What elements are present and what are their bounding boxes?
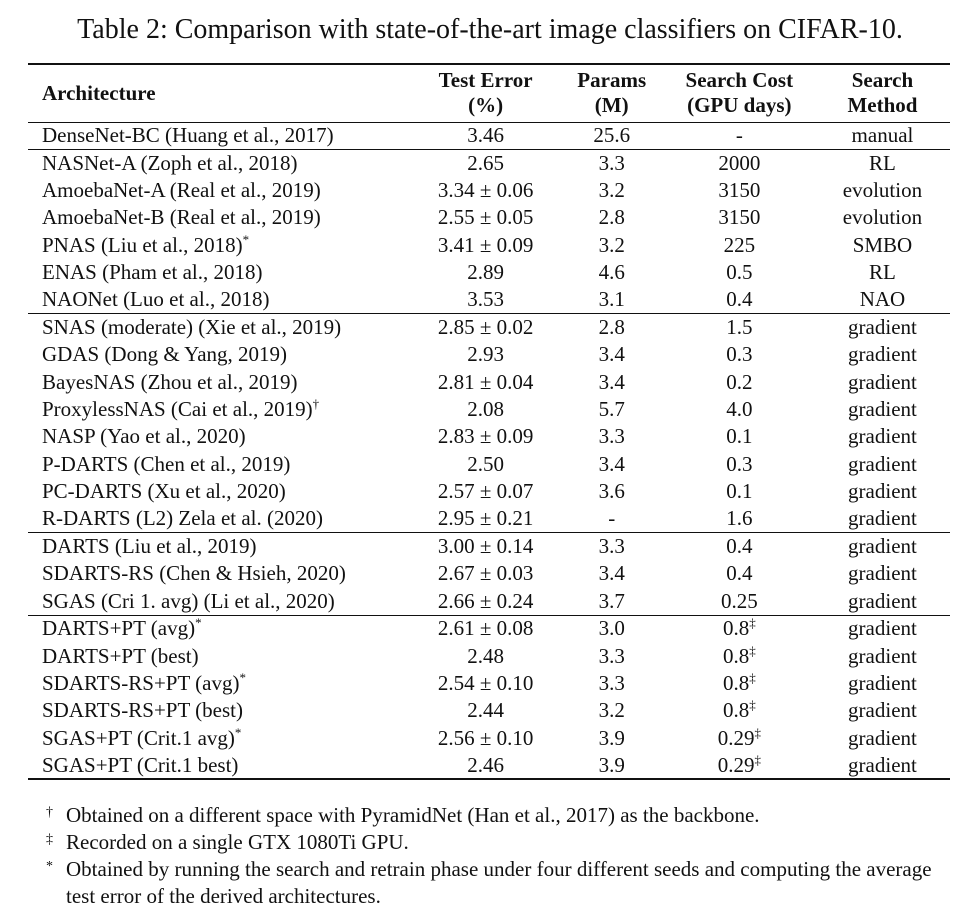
architecture-cell <box>28 232 412 259</box>
search-method-cell-text: gradient <box>848 534 917 559</box>
table-caption: Table 2: Comparison with state-of-the-art image classifiers on CIFAR-10. <box>77 14 903 45</box>
search-cost-cell <box>664 560 815 587</box>
table-row <box>28 396 950 423</box>
header-search-cost: Search Cost (GPU days) <box>664 64 815 122</box>
search-cost-cell <box>664 642 815 669</box>
search-method-cell-text: gradient <box>848 561 917 586</box>
search-cost-cell <box>664 149 815 176</box>
test-error-cell <box>412 149 560 176</box>
architecture-cell-text: ENAS (Pham et al., 2018) <box>42 260 263 285</box>
search-method-cell-text: gradient <box>848 369 917 394</box>
search-method-cell <box>815 533 950 560</box>
search-method-cell <box>815 149 950 176</box>
architecture-cell <box>28 642 412 669</box>
footnote <box>44 802 964 829</box>
search-cost-cell-text: 0.1 <box>726 424 753 449</box>
header-params: Params (M) <box>560 64 664 122</box>
search-cost-cell-text: 0.8 <box>722 698 750 723</box>
params-cell-text: 3.7 <box>598 588 625 613</box>
test-error-cell-text: 2.85 ± 0.02 <box>437 315 534 340</box>
architecture-cell <box>28 560 412 587</box>
results-table <box>28 63 950 780</box>
search-cost-cell-text: 0.2 <box>726 369 753 394</box>
search-cost-cell-text: 0.29 <box>717 752 755 777</box>
architecture-cell <box>28 259 412 286</box>
footnote <box>44 856 964 910</box>
test-error-cell <box>412 615 560 642</box>
search-method-cell-text: manual <box>851 123 914 148</box>
architecture-cell <box>28 697 412 724</box>
search-method-cell <box>815 369 950 396</box>
search-cost-cell <box>664 259 815 286</box>
search-method-cell <box>815 122 950 149</box>
search-cost-cell-text: 0.1 <box>726 479 753 504</box>
table-row <box>28 423 950 450</box>
search-method-cell <box>815 314 950 341</box>
params-cell-text: 3.2 <box>598 177 625 202</box>
search-cost-cell <box>664 122 815 149</box>
architecture-cell <box>28 122 412 149</box>
test-error-cell-text: 3.53 <box>467 287 504 312</box>
search-method-cell <box>815 423 950 450</box>
test-error-cell-text: 2.81 ± 0.04 <box>437 369 534 394</box>
test-error-cell <box>412 423 560 450</box>
test-error-cell <box>412 505 560 532</box>
architecture-cell <box>28 149 412 176</box>
table-row <box>28 122 950 149</box>
table-row <box>28 478 950 505</box>
footnote-mark: * <box>242 231 250 247</box>
table-row <box>28 341 950 368</box>
table-row <box>28 505 950 532</box>
test-error-cell-text: 2.57 ± 0.07 <box>437 479 534 504</box>
footnote-text: Obtained on a different space with PyramidNet (Han et al., 2017) as the backbone. <box>66 803 760 827</box>
test-error-cell <box>412 697 560 724</box>
table-row <box>28 533 950 560</box>
test-error-cell <box>412 588 560 615</box>
search-cost-cell <box>664 670 815 697</box>
test-error-cell <box>412 177 560 204</box>
params-cell-text: 3.3 <box>598 671 625 695</box>
params-cell-text: 5.7 <box>598 397 625 422</box>
search-cost-cell-text: 0.3 <box>726 451 753 476</box>
architecture-cell <box>28 314 412 341</box>
params-cell <box>560 451 664 478</box>
params-cell <box>560 204 664 231</box>
test-error-cell-text: 2.08 <box>467 397 504 422</box>
test-error-cell <box>412 451 560 478</box>
search-cost-cell-text: 0.29 <box>717 725 755 750</box>
table-row <box>28 560 950 587</box>
test-error-cell <box>412 396 560 423</box>
search-method-cell-text: SMBO <box>852 232 913 257</box>
test-error-cell <box>412 478 560 505</box>
params-cell-text: 2.8 <box>598 315 625 340</box>
search-method-cell-text: RL <box>869 260 896 285</box>
params-cell <box>560 149 664 176</box>
search-method-cell-text: gradient <box>848 671 917 695</box>
params-cell-text: 3.4 <box>598 342 625 367</box>
architecture-cell <box>28 588 412 615</box>
architecture-cell-text: NAONet (Luo et al., 2018) <box>42 287 270 312</box>
params-cell <box>560 697 664 724</box>
table-row <box>28 451 950 478</box>
test-error-cell-text: 2.46 <box>467 752 504 777</box>
test-error-cell-text: 2.54 ± 0.10 <box>437 671 534 695</box>
test-error-cell <box>412 560 560 587</box>
search-method-cell <box>815 697 950 724</box>
search-cost-cell <box>664 423 815 450</box>
footnote-symbol: † <box>46 805 53 820</box>
table-row <box>28 725 950 752</box>
params-cell-text: 3.3 <box>598 534 625 559</box>
search-cost-cell-text: 0.8 <box>722 671 750 695</box>
architecture-cell <box>28 752 412 779</box>
params-cell-text: 3.2 <box>598 232 625 257</box>
search-cost-cell <box>664 314 815 341</box>
search-method-cell <box>815 478 950 505</box>
architecture-cell-text: SGAS (Cri 1. avg) (Li et al., 2020) <box>42 588 335 613</box>
params-cell-text: 4.6 <box>598 260 625 285</box>
footnote-mark: ‡ <box>749 615 756 631</box>
search-method-cell <box>815 642 950 669</box>
params-cell <box>560 588 664 615</box>
architecture-cell <box>28 451 412 478</box>
footnote-mark: ‡ <box>749 697 756 713</box>
params-cell-text: 3.3 <box>598 150 625 175</box>
search-cost-cell-text: 0.4 <box>726 287 753 312</box>
footnote-mark: † <box>312 396 320 412</box>
search-method-cell-text: evolution <box>842 177 923 202</box>
architecture-cell-text: PNAS (Liu et al., 2018) <box>42 232 243 257</box>
test-error-cell-text: 2.56 ± 0.10 <box>437 725 534 750</box>
table-row <box>28 232 950 259</box>
table-row <box>28 642 950 669</box>
table-row <box>28 259 950 286</box>
architecture-cell-text: DARTS (Liu et al., 2019) <box>42 534 257 559</box>
params-cell <box>560 533 664 560</box>
header-test-error: Test Error (%) <box>412 64 560 122</box>
search-cost-cell-text: 1.6 <box>726 506 753 531</box>
search-cost-cell-text: 4.0 <box>726 397 753 422</box>
footnote-mark: * <box>234 724 242 740</box>
test-error-cell-text: 2.61 ± 0.08 <box>437 616 534 641</box>
params-cell <box>560 423 664 450</box>
search-method-cell-text: gradient <box>848 397 917 422</box>
search-method-cell <box>815 615 950 642</box>
search-cost-cell-text: 3150 <box>718 205 761 230</box>
test-error-cell-text: 2.50 <box>467 451 504 476</box>
search-cost-cell-text: 0.25 <box>720 588 758 613</box>
architecture-cell-text: ProxylessNAS (Cai et al., 2019) <box>42 397 313 422</box>
search-cost-cell-text: 0.8 <box>722 643 750 668</box>
footnote-mark: ‡ <box>749 642 756 658</box>
test-error-cell <box>412 341 560 368</box>
test-error-cell-text: 2.44 <box>467 698 504 723</box>
params-cell-text: 3.0 <box>598 616 625 641</box>
search-method-cell <box>815 725 950 752</box>
search-cost-cell <box>664 725 815 752</box>
architecture-cell <box>28 369 412 396</box>
test-error-cell-text: 2.93 <box>467 342 504 367</box>
search-method-cell <box>815 451 950 478</box>
architecture-cell <box>28 177 412 204</box>
search-method-cell <box>815 588 950 615</box>
search-method-cell <box>815 259 950 286</box>
search-cost-cell <box>664 533 815 560</box>
search-cost-cell <box>664 286 815 313</box>
search-method-cell-text: evolution <box>842 205 923 230</box>
test-error-cell-text: 2.83 ± 0.09 <box>437 424 534 449</box>
footnote-symbol: ‡ <box>46 832 53 847</box>
search-method-cell-text: gradient <box>848 752 917 777</box>
test-error-cell <box>412 314 560 341</box>
architecture-cell-text: DenseNet-BC (Huang et al., 2017) <box>42 123 334 148</box>
params-cell-text: 3.1 <box>598 287 625 312</box>
footnote-mark: ‡ <box>749 670 756 685</box>
search-cost-cell-text: 0.3 <box>726 342 753 367</box>
params-cell-text: 3.9 <box>598 752 625 777</box>
test-error-cell <box>412 204 560 231</box>
search-cost-cell <box>664 615 815 642</box>
test-error-cell-text: 2.48 <box>467 643 504 668</box>
architecture-cell <box>28 341 412 368</box>
architecture-cell <box>28 505 412 532</box>
search-method-cell-text: gradient <box>848 616 917 641</box>
search-method-cell <box>815 286 950 313</box>
architecture-cell <box>28 725 412 752</box>
test-error-cell-text: 3.00 ± 0.14 <box>437 534 534 559</box>
test-error-cell <box>412 642 560 669</box>
params-cell-text: 3.2 <box>598 698 625 723</box>
search-method-cell-text: gradient <box>848 315 917 340</box>
params-cell-text: 3.9 <box>598 725 625 750</box>
search-cost-cell <box>664 341 815 368</box>
search-method-cell-text: gradient <box>848 424 917 449</box>
test-error-cell-text: 2.67 ± 0.03 <box>437 561 534 586</box>
test-error-cell-text: 3.41 ± 0.09 <box>437 232 534 257</box>
search-method-cell <box>815 177 950 204</box>
search-cost-cell-text: 2000 <box>718 150 761 175</box>
test-error-cell-text: 3.46 <box>467 123 504 148</box>
search-cost-cell-text: 0.8 <box>722 616 750 641</box>
table-row <box>28 314 950 341</box>
search-cost-cell <box>664 752 815 779</box>
architecture-cell <box>28 478 412 505</box>
params-cell-text: 3.3 <box>598 424 625 449</box>
table-row <box>28 177 950 204</box>
search-cost-cell <box>664 177 815 204</box>
params-cell <box>560 341 664 368</box>
architecture-cell-text: DARTS+PT (avg) <box>42 616 196 641</box>
architecture-cell-text: P-DARTS (Chen et al., 2019) <box>42 451 291 476</box>
architecture-cell <box>28 533 412 560</box>
search-method-cell-text: gradient <box>848 506 917 531</box>
table-row <box>28 697 950 724</box>
params-cell-text: - <box>608 506 616 531</box>
params-cell-text: 3.6 <box>598 479 625 504</box>
test-error-cell <box>412 533 560 560</box>
search-method-cell <box>815 670 950 697</box>
architecture-cell <box>28 396 412 423</box>
header-search-method: Search Method <box>815 64 950 122</box>
architecture-cell <box>28 615 412 642</box>
architecture-cell-text: SNAS (moderate) (Xie et al., 2019) <box>42 315 342 340</box>
search-cost-cell-text: 3150 <box>718 177 761 202</box>
search-method-cell-text: gradient <box>848 479 917 504</box>
table-row <box>28 149 950 176</box>
table-row <box>28 369 950 396</box>
table-row <box>28 286 950 313</box>
params-cell-text: 25.6 <box>593 123 631 148</box>
search-method-cell <box>815 232 950 259</box>
test-error-cell-text: 2.89 <box>467 260 504 285</box>
architecture-cell-text: DARTS+PT (best) <box>42 643 199 668</box>
architecture-cell-text: SGAS+PT (Crit.1 best) <box>42 752 239 777</box>
params-cell <box>560 396 664 423</box>
architecture-cell-text: SDARTS-RS (Chen & Hsieh, 2020) <box>42 561 346 586</box>
params-cell <box>560 122 664 149</box>
test-error-cell <box>412 232 560 259</box>
test-error-cell <box>412 369 560 396</box>
search-method-cell-text: gradient <box>848 698 917 723</box>
params-cell-text: 2.8 <box>598 205 625 230</box>
params-cell <box>560 560 664 587</box>
test-error-cell-text: 2.65 <box>467 150 504 175</box>
footnote-mark: ‡ <box>754 724 761 740</box>
architecture-cell-text: SDARTS-RS+PT (best) <box>42 698 243 723</box>
params-cell <box>560 478 664 505</box>
footnote-text: Recorded on a single GTX 1080Ti GPU. <box>66 830 409 854</box>
params-cell <box>560 286 664 313</box>
search-cost-cell <box>664 232 815 259</box>
header-architecture: Architecture <box>28 64 412 122</box>
search-method-cell-text: gradient <box>848 342 917 367</box>
footnote-mark: ‡ <box>754 751 761 767</box>
search-method-cell-text: gradient <box>848 451 917 476</box>
architecture-cell-text: BayesNAS (Zhou et al., 2019) <box>42 369 298 394</box>
architecture-cell <box>28 204 412 231</box>
architecture-cell-text: GDAS (Dong & Yang, 2019) <box>42 342 288 367</box>
search-method-cell <box>815 752 950 779</box>
architecture-cell-text: AmoebaNet-B (Real et al., 2019) <box>42 205 321 230</box>
params-cell-text: 3.4 <box>598 561 625 586</box>
search-cost-cell-text: 1.5 <box>726 315 753 340</box>
params-cell-text: 3.4 <box>598 369 625 394</box>
table-row <box>28 615 950 642</box>
test-error-cell-text: 3.34 ± 0.06 <box>437 177 534 202</box>
search-cost-cell-text: 0.4 <box>726 561 753 586</box>
test-error-cell-text: 2.55 ± 0.05 <box>437 205 534 230</box>
params-cell-text: 3.3 <box>598 643 625 668</box>
architecture-cell <box>28 286 412 313</box>
architecture-cell <box>28 423 412 450</box>
params-cell-text: 3.4 <box>598 451 625 476</box>
params-cell <box>560 725 664 752</box>
search-method-cell <box>815 505 950 532</box>
test-error-cell-text: 2.95 ± 0.21 <box>437 506 534 531</box>
search-cost-cell <box>664 204 815 231</box>
test-error-cell <box>412 752 560 779</box>
test-error-cell <box>412 286 560 313</box>
search-cost-cell <box>664 396 815 423</box>
params-cell <box>560 642 664 669</box>
search-cost-cell-text: 0.4 <box>726 534 753 559</box>
architecture-cell-text: PC-DARTS (Xu et al., 2020) <box>42 479 286 504</box>
params-cell <box>560 369 664 396</box>
search-cost-cell <box>664 697 815 724</box>
search-cost-cell <box>664 369 815 396</box>
architecture-cell-text: NASP (Yao et al., 2020) <box>42 424 246 449</box>
search-method-cell-text: NAO <box>859 287 906 312</box>
search-method-cell <box>815 341 950 368</box>
search-method-cell-text: RL <box>869 150 896 175</box>
params-cell <box>560 232 664 259</box>
footnote-text: Obtained by running the search and retrain phase under four different seeds and computing the average test error of the derived architectures. <box>66 857 932 908</box>
search-cost-cell-text: 225 <box>723 232 756 257</box>
table-row <box>28 204 950 231</box>
params-cell <box>560 615 664 642</box>
footnote-mark: * <box>195 615 202 631</box>
footnote-mark: * <box>239 670 246 685</box>
architecture-cell-text: AmoebaNet-A (Real et al., 2019) <box>42 177 321 202</box>
search-method-cell <box>815 560 950 587</box>
params-cell <box>560 259 664 286</box>
architecture-cell-text: SDARTS-RS+PT (avg) <box>42 671 240 695</box>
table-body <box>28 122 950 779</box>
search-cost-cell-text: 0.5 <box>726 260 753 285</box>
test-error-cell <box>412 122 560 149</box>
search-method-cell-text: gradient <box>848 725 917 750</box>
params-cell <box>560 314 664 341</box>
test-error-cell <box>412 725 560 752</box>
test-error-cell <box>412 259 560 286</box>
test-error-cell-text: 2.66 ± 0.24 <box>437 588 534 613</box>
params-cell <box>560 670 664 697</box>
footnote <box>44 829 964 856</box>
search-method-cell-text: gradient <box>848 643 917 668</box>
params-cell <box>560 505 664 532</box>
architecture-cell-text: R-DARTS (L2) Zela et al. (2020) <box>42 506 323 531</box>
footnote-symbol: * <box>46 859 53 874</box>
search-cost-cell <box>664 505 815 532</box>
architecture-cell <box>28 670 412 697</box>
search-method-cell-text: gradient <box>848 588 917 613</box>
params-cell <box>560 752 664 779</box>
footnotes <box>44 802 964 910</box>
search-cost-cell <box>664 451 815 478</box>
search-cost-cell <box>664 478 815 505</box>
table-row <box>28 752 950 779</box>
search-cost-cell <box>664 588 815 615</box>
search-method-cell <box>815 396 950 423</box>
params-cell <box>560 177 664 204</box>
table-row <box>28 670 950 697</box>
architecture-cell-text: SGAS+PT (Crit.1 avg) <box>42 725 235 750</box>
test-error-cell <box>412 670 560 697</box>
search-method-cell <box>815 204 950 231</box>
architecture-cell-text: NASNet-A (Zoph et al., 2018) <box>42 150 298 175</box>
search-cost-cell-text: - <box>735 123 743 148</box>
header-row <box>28 64 950 122</box>
table-row <box>28 588 950 615</box>
